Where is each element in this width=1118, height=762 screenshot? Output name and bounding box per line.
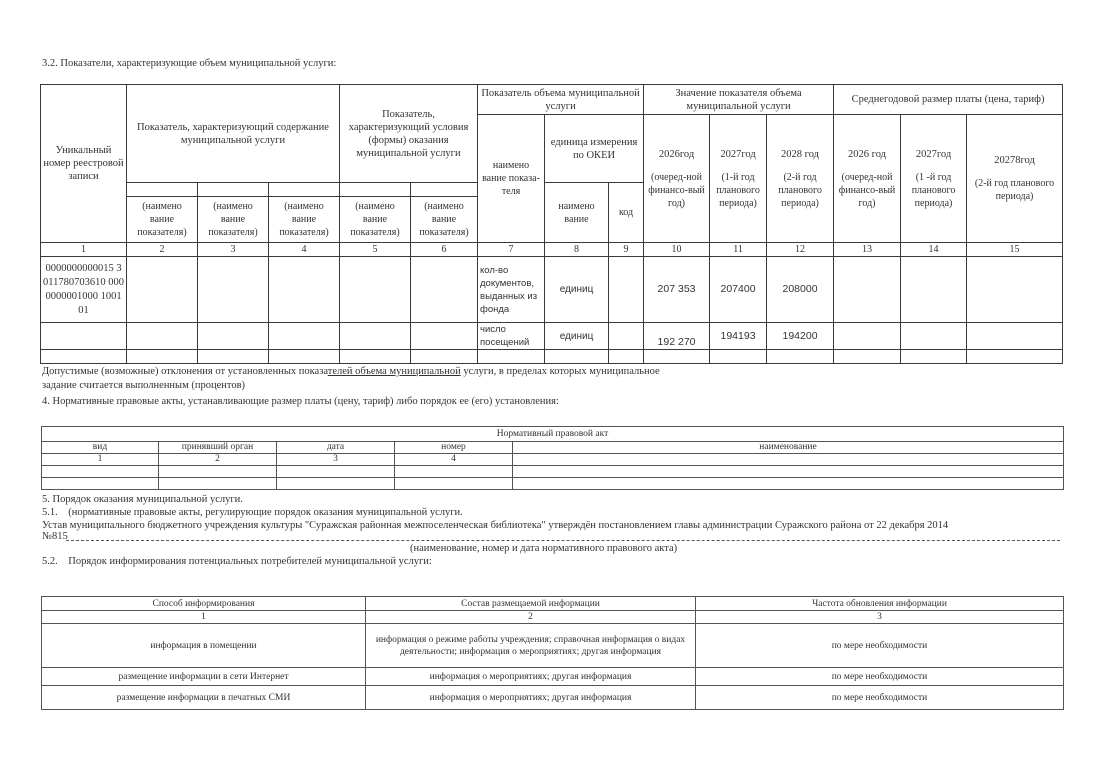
col-name: наименование: [513, 442, 1064, 454]
blank-sub-3: [198, 183, 269, 197]
col-num: 5: [340, 243, 411, 257]
cell: [269, 323, 340, 350]
method: размещение информации в печатных СМИ: [42, 686, 366, 710]
subheader-name-6: (наимено вание показателя): [411, 197, 478, 243]
section-5-2: 5.2. Порядок информирования потенциальных потребителей муниципальной услуги:: [42, 556, 432, 567]
cell: [269, 257, 340, 323]
indicator-name: кол-во документов, выданных из фонда: [478, 257, 545, 323]
frequency: по мере необходимости: [696, 686, 1064, 710]
header-volume-value: Значение показателя объема муниципальной услуги: [644, 85, 834, 115]
indicator-name: число посещений: [478, 323, 545, 350]
fee-2026: [834, 257, 901, 323]
cell: [127, 323, 198, 350]
section-5-1: 5.1. (нормативные правовые акты, регулирующие порядок оказания муниципальной услуги.: [42, 507, 463, 518]
registry-number: [41, 323, 127, 350]
header-unique-number: Уникальный номер реестровой записи: [41, 85, 127, 243]
col-num: 3: [277, 454, 395, 466]
fee-2027: [901, 323, 967, 350]
cell: [340, 323, 411, 350]
cell: [127, 257, 198, 323]
header-fee-2026: 2026 год (очеред-ной финансо-вый год): [834, 115, 901, 243]
cell: [198, 323, 269, 350]
charter-number: №815: [42, 531, 68, 542]
col-num: 10: [644, 243, 710, 257]
header-content-indicator: Показатель, характеризующий содержание муниципальной услуги: [127, 85, 340, 183]
col-authority: принявший орган: [159, 442, 277, 454]
header-indicator-name: наимено вание показа-теля: [478, 115, 545, 243]
col-num: 1: [42, 454, 159, 466]
subheader-name-4: (наимено вание показателя): [269, 197, 340, 243]
table-row: [41, 323, 1063, 350]
fee-2026: [834, 323, 901, 350]
table-row: [42, 686, 1064, 710]
table-row: [42, 668, 1064, 686]
volume-indicators-table: [40, 84, 1063, 364]
frequency: по мере необходимости: [696, 624, 1064, 668]
col-frequency: Частота обновления информации: [696, 597, 1064, 611]
subheader-name-2: (наимено вание показателя): [127, 197, 198, 243]
header-avg-fee: Среднегодовой размер платы (цена, тариф): [834, 85, 1063, 115]
header-fee-2028: 20278год (2-й год планового периода): [967, 115, 1063, 243]
col-num: 15: [967, 243, 1063, 257]
col-num: 1: [42, 611, 366, 624]
normative-acts-table: [41, 426, 1064, 490]
charter-text: Устав муниципального бюджетного учреждения культуры "Суражская районная межпоселенческая библиотека" утверждён постановлением главы администрации Суражского района от 22 декабря 2014: [42, 520, 949, 531]
content: информация о мероприятиях; другая информация: [366, 668, 696, 686]
col-num: 14: [901, 243, 967, 257]
table-row: [42, 624, 1064, 668]
okei-code: [609, 323, 644, 350]
col-num: 1: [41, 243, 127, 257]
fee-2028: [967, 323, 1063, 350]
col-type: вид: [42, 442, 159, 454]
col-num: 13: [834, 243, 901, 257]
section-3-2-title: 3.2. Показатели, характеризующие объем муниципальной услуги:: [42, 58, 337, 69]
table-row-empty: [42, 466, 1064, 478]
unit: единиц: [545, 323, 609, 350]
col-num: 3: [198, 243, 269, 257]
header-okei-code: код: [609, 183, 644, 243]
fee-2028: [967, 257, 1063, 323]
normative-act-title: Нормативный правовой акт: [42, 427, 1064, 442]
cell: [411, 257, 478, 323]
header-conditions-indicator: Показатель, характеризующий условия (формы) оказания муниципальной услуги: [340, 85, 478, 183]
value-2027: 194193: [710, 323, 767, 350]
col-num: 7: [478, 243, 545, 257]
method: размещение информации в сети Интернет: [42, 668, 366, 686]
content: информация о мероприятиях; другая информация: [366, 686, 696, 710]
col-content: Состав размещаемой информации: [366, 597, 696, 611]
col-num: 9: [609, 243, 644, 257]
col-num: 2: [159, 454, 277, 466]
value-2028: 194200: [767, 323, 834, 350]
col-num: 12: [767, 243, 834, 257]
table-row-empty: [41, 350, 1063, 364]
deviation-note: Допустимые (возможные) отклонения от установленных показателей объема муниципальной услуги, в пределах которых муниципальное: [42, 366, 660, 377]
value-2028: 208000: [767, 257, 834, 323]
header-year-2027: 2027год (1-й год планового периода): [710, 115, 767, 243]
informing-table: [41, 596, 1064, 710]
col-num: 4: [395, 454, 513, 466]
section-4-title: 4. Нормативные правовые акты, устанавливающие размер платы (цену, тариф) либо порядок ее (его) установления:: [42, 396, 559, 407]
content: информация о режиме работы учреждения; справочная информация о видах деятельности; информация о мероприятиях; другая информация: [366, 624, 696, 668]
cell: [340, 257, 411, 323]
charter-underline: [66, 540, 1060, 541]
col-method: Способ информирования: [42, 597, 366, 611]
section-5-title: 5. Порядок оказания муниципальной услуги.: [42, 494, 243, 505]
cell: [198, 257, 269, 323]
col-num: 8: [545, 243, 609, 257]
registry-number: 0000000000015 3011780703610 0000000001000 100101: [41, 257, 127, 323]
col-num: 2: [366, 611, 696, 624]
col-num: 3: [696, 611, 1064, 624]
okei-code: [609, 257, 644, 323]
header-year-2026: 2026год (очеред-ной финансо-вый год): [644, 115, 710, 243]
header-okei-unit: единица измерения по ОКЕИ: [545, 115, 644, 183]
blank-sub-5: [340, 183, 411, 197]
blank-sub-2: [127, 183, 198, 197]
header-volume-indicator: Показатель объема муниципальной услуги: [478, 85, 644, 115]
blank-sub-6: [411, 183, 478, 197]
column-number-row: [41, 243, 1063, 257]
subheader-name-5: (наимено вание показателя): [340, 197, 411, 243]
fee-2027: [901, 257, 967, 323]
cell: [411, 323, 478, 350]
header-year-2028: 2028 год (2-й год планового периода): [767, 115, 834, 243]
method: информация в помещении: [42, 624, 366, 668]
unit: единиц: [545, 257, 609, 323]
blank-sub-4: [269, 183, 340, 197]
value-2027: 207400: [710, 257, 767, 323]
table-row: [41, 257, 1063, 323]
charter-caption: (наименование, номер и дата нормативного правового акта): [410, 543, 678, 554]
header-okei-name: наимено вание: [545, 183, 609, 243]
value-2026: 207 353: [644, 257, 710, 323]
frequency: по мере необходимости: [696, 668, 1064, 686]
col-num: 11: [710, 243, 767, 257]
value-2026: 192 270: [644, 323, 710, 350]
col-num: 2: [127, 243, 198, 257]
col-number: номер: [395, 442, 513, 454]
col-num: 6: [411, 243, 478, 257]
col-date: дата: [277, 442, 395, 454]
header-fee-2027: 2027год (1 -й год планового периода): [901, 115, 967, 243]
subheader-name-3: (наимено вание показателя): [198, 197, 269, 243]
col-num: 4: [269, 243, 340, 257]
col-num: [513, 454, 1064, 466]
deviation-note-line2: задание считается выполненным (процентов): [42, 380, 246, 391]
table-row-empty: [42, 478, 1064, 490]
